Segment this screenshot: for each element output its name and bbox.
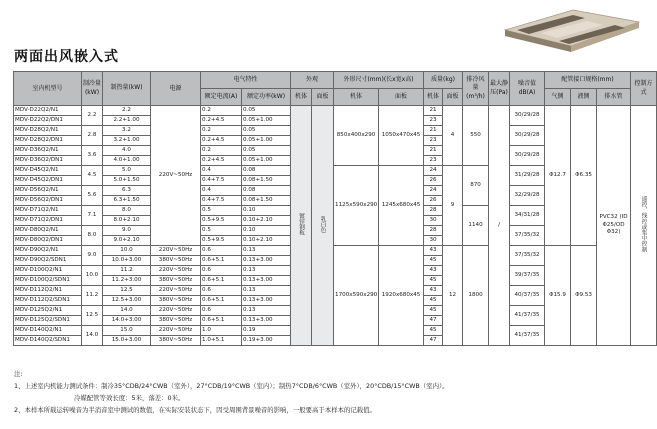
note-1: 1、上述室内机能力测试条件：制冷35°CDB/24°CWB（室外），27°CDB/19°CWB（室内）；制热7°CDB/6°CWB（室外），20°CDB/15°CWB（室内）。 xyxy=(14,382,449,390)
header-gas: 气侧 xyxy=(545,89,571,106)
table-row: MDV-D140Q2/N1 14.0 15.0 220V~50Hz 1.0 0.19 45 41/37/35 xyxy=(14,326,657,336)
table-row: MDV-D112Q2/N1 11.2 12.5 220V~50Hz 0.6 0.13 43 40/37/35 xyxy=(14,286,657,296)
table-row: MDV-D71Q2/DN1 8.0+2.10 0.5+9.5 0.10+2.10 30 xyxy=(14,216,657,226)
spec-table xyxy=(13,71,657,346)
table-row: MDV-D28Q2/DN1 3.2+1.00 0.2+4.5 0.05+1.00 23 xyxy=(14,136,657,146)
table-row: MDV-D56Q2/N1 5.6 6.3 0.4 0.08 24 32/29/28 xyxy=(14,186,657,196)
cell-control: 遥控，线控或集中控制 xyxy=(631,106,657,346)
header-control: 控制方式 xyxy=(631,72,657,106)
header-cooling: 制冷量(kW) xyxy=(82,72,103,106)
page-title: 两面出风嵌入式 xyxy=(14,49,119,65)
cell-dims-panel-g1: 1050x470x45 xyxy=(379,106,424,166)
cell-panel-weight-g1: 4 xyxy=(443,106,463,166)
cell-model: MDV-D22Q2/N1 xyxy=(14,106,82,116)
cell-weight: 21 xyxy=(424,106,443,116)
table-row: MDV-D90Q2/N1 9.0 10.0 220V~50Hz 0.6 0.13 1700x590x290 1920x680x45 43 12 1800 37/35/32 Φ15.9 Φ9.53 xyxy=(14,246,657,256)
table-row: MDV-D125Q2/N1 12.5 14.0 220V~50Hz 0.6 0.13 45 41/37/35 xyxy=(14,306,657,316)
header-rated-power: 额定功率(kW) xyxy=(242,89,291,106)
header-drain: 排水管 xyxy=(597,89,631,106)
table-row: MDV-D28Q2/N1 2.8 3.2 0.2 0.05 21 30/29/28 xyxy=(14,126,657,136)
table-row: MDV-D45Q2/N1 4.5 5.0 0.4 0.08 1125x590x290 1245x680x45 24 9 870 31/29/28 xyxy=(14,166,657,176)
cell-appearance-unit: 镀锌钢板 xyxy=(291,106,312,346)
header-rated-current: 额定电流(A) xyxy=(201,89,242,106)
header-appearance-unit: 机体 xyxy=(291,89,312,106)
cell-dims-unit-g1: 850x400x290 xyxy=(334,106,379,166)
cell-power-merged: 220V~50Hz xyxy=(151,106,201,246)
cell-liquid-g1: Φ6.35 xyxy=(571,106,597,246)
header-appearance: 外观 xyxy=(291,72,334,89)
header-noise: 噪音值dB(A) xyxy=(510,72,545,106)
cell-cooling: 2.2 xyxy=(82,106,103,126)
table-row: MDV-D36Q2/N1 3.6 4.0 0.2 0.05 21 30/29/28 xyxy=(14,146,657,156)
cell-airflow-g1: 550 xyxy=(463,106,489,166)
header-airflow: 排冷风量(m³/h) xyxy=(463,72,489,106)
header-model: 室内机型号 xyxy=(14,72,82,106)
cell-appearance-panel: 乳白色 xyxy=(312,106,334,346)
table-row: MDV-D100Q2/N1 10.0 11.2 220V~50Hz 0.6 0.13 43 39/37/35 xyxy=(14,266,657,276)
header-power: 电源 xyxy=(151,72,201,106)
table-row: MDV-D112Q2/SDN1 12.5+3.00 380V~50Hz 0.6+5.1 0.13+3.00 45 xyxy=(14,296,657,306)
header-heating: 制热量(kW) xyxy=(103,72,151,106)
table-row: MDV-D71Q2/N1 7.1 8.0 0.5 0.10 28 1140 34/31/28 xyxy=(14,206,657,216)
cell-pressure: / xyxy=(489,106,510,346)
note-2: 2、本样本所载运转噪音为半消音室中测试的数值，在实际安装状态下，因受周围背景噪音的影响，一般要高于本样本的记载值。 xyxy=(14,406,376,414)
cell-dims-panel-g3: 1920x680x45 xyxy=(379,246,424,346)
cell-current: 0.2 xyxy=(201,106,242,116)
header-pressure: 最大静压(Pa) xyxy=(489,72,510,106)
table-row: MDV-D100Q2/SDN1 11.2+3.00 380V~50Hz 0.6+5.1 0.13+3.00 45 xyxy=(14,276,657,286)
cell-gas-g1: Φ12.7 xyxy=(545,106,571,246)
table-row: MDV-D36Q2/DN1 4.0+1.00 0.2+4.5 0.05+1.00 23 xyxy=(14,156,657,166)
table-row: MDV-D80Q2/N1 8.0 9.0 0.5 0.10 28 37/35/32 xyxy=(14,226,657,236)
notes xyxy=(14,368,449,416)
cell-dims-panel-g2: 1245x680x45 xyxy=(379,166,424,246)
table-row: MDV-D56Q2/DN1 6.3+1.50 0.4+7.5 0.08+1.50 26 xyxy=(14,196,657,206)
cell-noise: 30/29/28 xyxy=(510,106,545,126)
table-row: MDV-D140Q2/SDN1 15.0+3.00 380V~50Hz 1.0+5.1 0.19+3.00 47 xyxy=(14,336,657,346)
notes-heading: 注: xyxy=(14,370,23,378)
table-row xyxy=(14,106,657,116)
header-weight-unit: 机体 xyxy=(424,89,443,106)
cell-power: 0.05 xyxy=(242,106,291,116)
header-appearance-panel: 面板 xyxy=(312,89,334,106)
cell-dims-unit-g3: 1700x590x290 xyxy=(334,246,379,346)
header-dims-unit: 机体 xyxy=(334,89,379,106)
header-liquid: 液侧 xyxy=(571,89,597,106)
product-image xyxy=(503,4,641,56)
header-weight-panel: 面板 xyxy=(443,89,463,106)
table-row: MDV-D90Q2/SDN1 10.0+3.00 380V~50Hz 0.6+5.1 0.13+3.00 45 xyxy=(14,256,657,266)
cell-heating: 2.2 xyxy=(103,106,151,116)
note-1b: 冷媒配管等效长度：5米，落差：0米。 xyxy=(74,394,185,402)
header-elec: 电气特性 xyxy=(201,72,291,89)
cell-drain: PVC32 (ID Φ25/OD Φ32) xyxy=(597,106,631,346)
cell-dims-unit-g2: 1125x590x290 xyxy=(334,166,379,246)
header-weight: 质量(kg) xyxy=(424,72,463,89)
table-row: MDV-D80Q2/DN1 9.0+2.10 0.5+9.5 0.10+2.10 30 xyxy=(14,236,657,246)
header-pipe: 配管接口规格(mm) xyxy=(545,72,631,89)
table-row: MDV-D125Q2/SDN1 14.0+3.00 380V~50Hz 0.6+5.1 0.13+3.00 47 xyxy=(14,316,657,326)
table-row: MDV-D22Q2/DN1 2.2+1.00 0.2+4.5 0.05+1.00 23 xyxy=(14,116,657,126)
table-row: MDV-D45Q2/DN1 5.0+1.50 0.4+7.5 0.08+1.50 26 xyxy=(14,176,657,186)
header-dims: 外形尺寸(mm)(长x宽x高) xyxy=(334,72,424,89)
header-dims-panel: 面板 xyxy=(379,89,424,106)
